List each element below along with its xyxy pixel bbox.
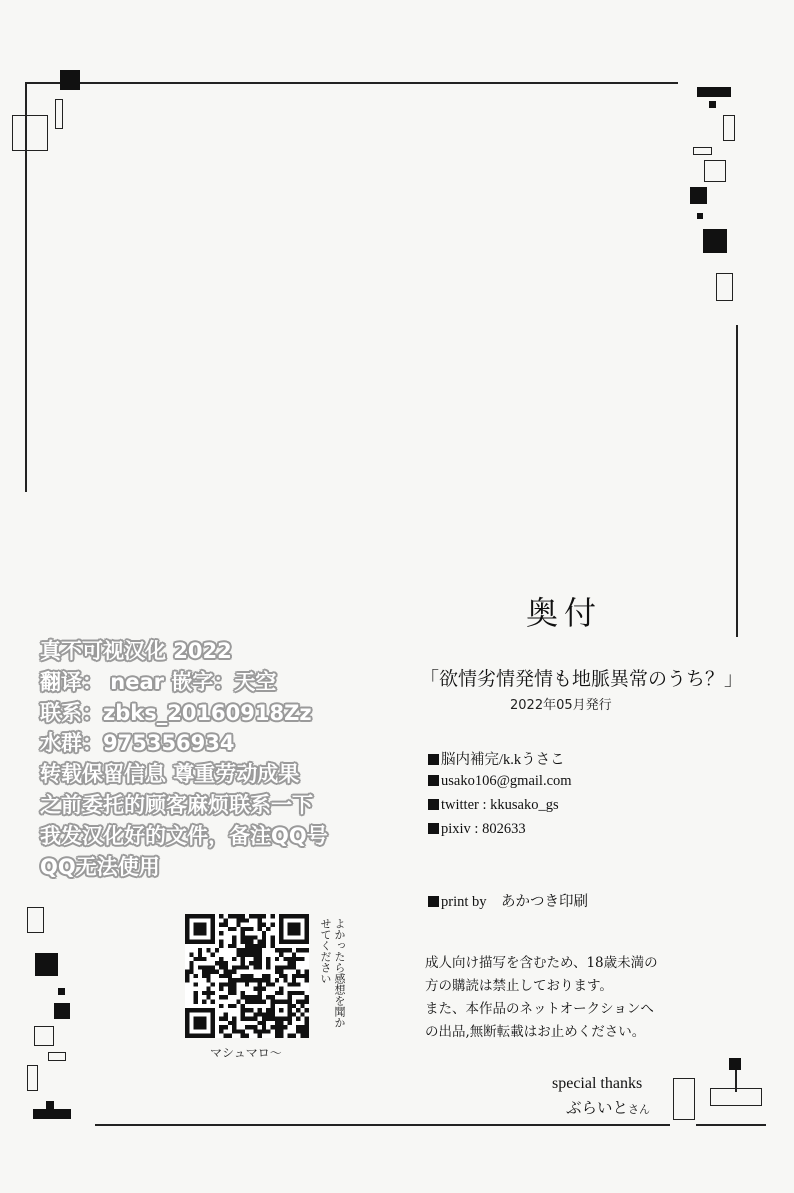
notice-line: また、本作品のネットオークションへ <box>425 1001 654 1017</box>
decor-square <box>704 160 726 182</box>
print-by: print by あかつき印刷 <box>428 890 588 911</box>
decor-square <box>723 115 735 141</box>
frame-right-line <box>736 325 738 637</box>
frame-bottom-line <box>95 1124 670 1126</box>
watermark-line: 我发汉化好的文件，备注QQ号 <box>40 823 328 848</box>
colophon-heading: 奥付 <box>526 594 603 632</box>
credit-circle: 脳内補完/k.kうさこ <box>428 748 565 769</box>
qr-code[interactable] <box>185 914 309 1038</box>
notice-line: 成人向け描写を含むため、18歳未満の <box>425 955 658 971</box>
notice-line: 方の購読は禁止しております。 <box>425 978 613 994</box>
frame-top-line <box>70 82 678 84</box>
notice <box>425 952 725 1044</box>
decor-square <box>55 99 63 129</box>
watermark-line: 真不可视汉化 2022 <box>40 639 232 663</box>
special-thanks-name: ぶらいとさん <box>566 1099 651 1117</box>
decor-square <box>27 1065 38 1091</box>
decor-square <box>33 1109 71 1119</box>
watermark-line: 水群：975356934 <box>40 731 235 756</box>
watermark-line: 翻译： near 嵌字：天空 <box>40 669 277 694</box>
decor-square <box>34 1026 54 1046</box>
watermark-line: 之前委托的顾客麻烦联系一下 <box>40 792 313 817</box>
decor-square <box>60 70 80 90</box>
decor-square <box>27 907 44 933</box>
decor-square <box>697 213 703 219</box>
decor-square <box>690 187 707 204</box>
frame-bottom-right-connector <box>696 1124 766 1126</box>
decor-square <box>729 1058 741 1070</box>
bullet-square-icon <box>428 775 439 786</box>
decor-square <box>716 273 733 301</box>
decor-square <box>46 1101 54 1109</box>
translator-watermark <box>40 636 380 882</box>
qr-side-text: よかったら感想を聞かせてください <box>319 918 346 1028</box>
qr-caption: マシュマロ〜 <box>210 1046 282 1060</box>
decor-square <box>710 1088 762 1106</box>
credit-twitter: twitter : kkusako_gs <box>428 797 559 814</box>
decor-square <box>35 953 58 976</box>
watermark-line: QQ无法使用 <box>40 854 160 879</box>
issue-date: 2022年05月発行 <box>510 698 612 713</box>
watermark-line: 联系：zbks_20160918Zz <box>40 700 312 725</box>
credit-email: usako106@gmail.com <box>428 773 572 790</box>
bullet-square-icon <box>428 799 439 810</box>
bullet-square-icon <box>428 896 439 907</box>
decor-square <box>54 1003 70 1019</box>
notice-line: の出品,無断転載はお止めください。 <box>425 1024 646 1040</box>
bullet-square-icon <box>428 754 439 765</box>
decor-square <box>703 229 727 253</box>
decor-square <box>48 1052 66 1061</box>
work-title: 「欲情劣情発情も地脈異常のうち？」 <box>420 668 744 690</box>
decor-square <box>697 87 731 97</box>
decor-square <box>58 988 65 995</box>
decor-square <box>673 1078 695 1120</box>
credit-pixiv: pixiv : 802633 <box>428 821 526 838</box>
decor-square <box>709 101 716 108</box>
bullet-square-icon <box>428 823 439 834</box>
watermark-line: 转载保留信息 尊重劳动成果 <box>40 762 300 787</box>
decor-square <box>12 115 48 151</box>
decor-square <box>693 147 712 155</box>
special-thanks-label: special thanks <box>552 1075 643 1092</box>
